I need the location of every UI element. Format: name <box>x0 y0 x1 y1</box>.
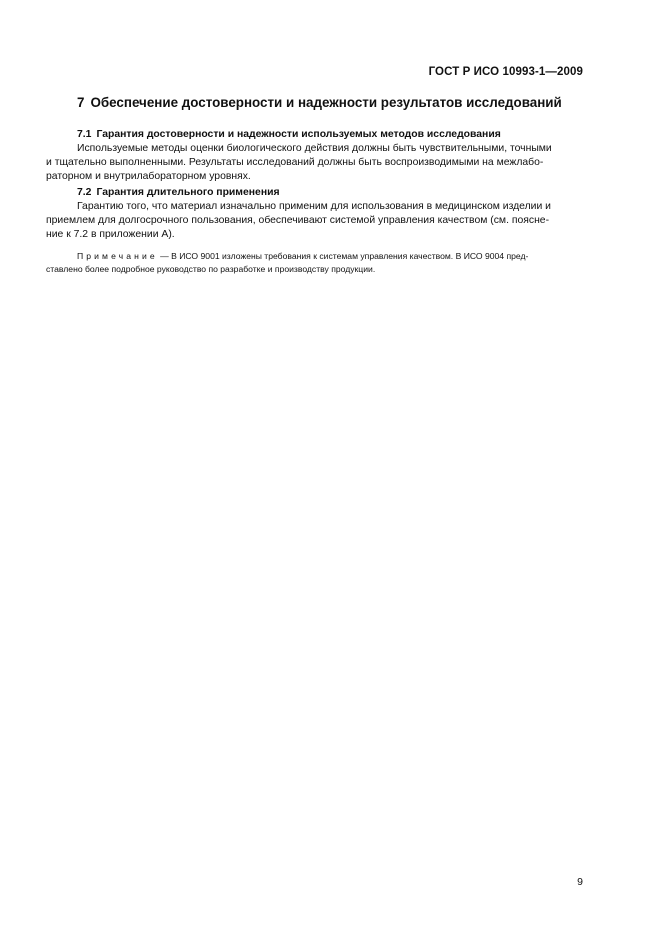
subsection-7-1-paragraph <box>46 142 581 184</box>
note-block <box>46 250 581 275</box>
note-text: — В ИСО 9001 изложены требования к системам управления качеством. В ИСО 9004 пред- <box>157 251 529 261</box>
subsection-7-2-heading <box>77 186 581 200</box>
page-number: 9 <box>577 876 583 888</box>
section-number: 7 <box>77 95 85 110</box>
document-header: ГОСТ Р ИСО 10993-1—2009 <box>428 66 583 78</box>
paragraph-line: раторном и внутрилабораторном уровнях. <box>46 171 251 182</box>
subsection-7-2-number: 7.2 <box>77 187 92 198</box>
paragraph-line: Гарантию того, что материал изначально применим для использования в медицинском изделии и <box>77 201 551 212</box>
page-content <box>46 95 581 275</box>
paragraph-line: ние к 7.2 в приложении А). <box>46 229 175 240</box>
subsection-7-1-number: 7.1 <box>77 129 92 140</box>
section-heading <box>77 95 581 110</box>
paragraph-line: и тщательно выполненными. Результаты исследований должны быть воспроизводимыми на межлабо- <box>46 157 544 168</box>
note-line: ставлено более подробное руководство по разработке и производству продукции. <box>46 263 376 274</box>
paragraph-line: приемлем для долгосрочного пользования, обеспечивают системой управления качеством (см. поясне- <box>46 215 550 226</box>
subsection-7-1-heading <box>77 128 581 142</box>
subsection-7-2-paragraph <box>46 200 581 242</box>
note-line <box>46 250 581 263</box>
subsection-7-1-title: Гарантия достоверности и надежности используемых методов исследования <box>96 129 501 140</box>
section-title: Обеспечение достоверности и надежности результатов исследований <box>90 95 562 110</box>
note-label: Примечание <box>77 251 158 261</box>
paragraph-line: Используемые методы оценки биологического действия должны быть чувствительными, точными <box>77 143 552 154</box>
subsection-7-2-title: Гарантия длительного применения <box>96 187 280 198</box>
